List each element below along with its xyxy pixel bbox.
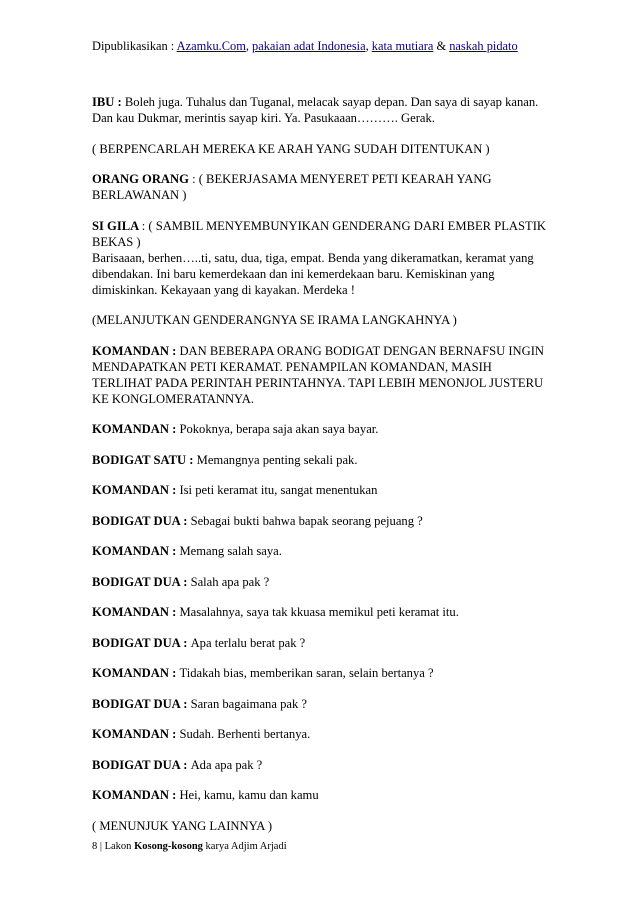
dialogue-text: Tidakah bias, memberikan saran, selain bertanya ? [179,666,434,680]
dialogue-continuation [92,250,552,298]
dialogue-paragraph [92,635,552,651]
stage-direction [92,818,552,834]
dialogue-text: Barisaaan, berhen…..ti, satu, dua, tiga, empat. Benda yang dikeramatkan, keramat yang dibendakan. Ini baru kemerdekaan dan ini kemerdekaan baru. Kemiskinan yang dimiskinkan. Kekayaan yang di kayakan. Merdeka ! [92,250,534,297]
speaker-label: BODIGAT DUA : [92,635,191,650]
speaker-label: KOMANDAN : [92,343,180,358]
dialogue-paragraph [92,482,552,498]
page-footer [92,841,552,852]
dialogue-text: Isi peti keramat itu, sangat menentukan [179,483,378,497]
speaker-label: KOMANDAN : [92,544,180,558]
link-kata-mutiara[interactable]: kata mutiara [371,39,434,53]
dialogue-paragraph [92,171,552,203]
speaker-label: KOMANDAN : [92,727,180,741]
dialogue-paragraph [92,604,552,620]
dialogue-paragraph [92,218,552,250]
speaker-label: BODIGAT SATU : [92,452,197,467]
dialogue-text: Sebagai bukti bahwa bapak seorang pejuang ? [190,513,423,528]
dialogue-text: Sudah. Berhenti bertanya. [179,727,311,741]
dialogue-text: Masalahnya, saya tak kkuasa memikul peti keramat itu. [179,605,459,619]
dialogue-text: Hei, kamu, kamu dan kamu [179,788,319,802]
header-separator: , [365,39,372,53]
speaker-label: BODIGAT DUA : [92,757,191,772]
link-naskah-pidato[interactable]: naskah pidato [449,39,518,53]
dialogue-text: Ada apa pak ? [190,757,263,772]
header-prefix: Dipublikasikan : [92,39,177,53]
speaker-label: KOMANDAN : [92,483,180,497]
speaker-label: KOMANDAN : [92,605,180,619]
dialogue-paragraph [92,726,552,742]
footer-play-title: Kosong-kosong [134,841,203,852]
dialogue-paragraph [92,421,552,437]
footer-page-number: 8 | Lakon [92,841,135,852]
dialogue-paragraph [92,665,552,681]
dialogue-text: Memangnya penting sekali pak. [196,452,358,467]
script-body [92,94,552,848]
dialogue-text: Boleh juga. Tuhalus dan Tuganal, melacak sayap depan. Dan saya di sayap kanan. Dan kau Dukmar, merintis sayap kiri. Ya. Pasukaaan………. Gerak. [92,95,539,125]
dialogue-text: : ( SAMBIL MENYEMBUNYIKAN GENDERANG DARI EMBER PLASTIK BEKAS ) [92,218,546,249]
footer-author: karya Adjim Arjadi [202,841,287,852]
link-pakaian-adat[interactable]: pakaian adat Indonesia [252,39,366,53]
dialogue-paragraph [92,513,552,529]
dialogue-paragraph [92,452,552,468]
speaker-label: BODIGAT DUA : [92,574,191,589]
speaker-label: KOMANDAN : [92,788,180,802]
dialogue-text: Saran bagaimana pak ? [190,696,307,711]
dialogue-paragraph [92,757,552,773]
dialogue-text: Memang salah saya. [179,544,282,558]
dialogue-paragraph [92,94,552,126]
dialogue-text: DAN BEBERAPA ORANG BODIGAT DENGAN BERNAFSU INGIN MENDAPATKAN PETI KERAMAT. PENAMPILAN KOMANDAN, MASIH TERLIHAT PADA PERINTAH PERINTAHNYA. TAPI LEBIH MENONJOL JUSTERU KE KONGLOMERATANNYA. [92,343,544,406]
dialogue-text: Apa terlalu berat pak ? [190,635,306,650]
speaker-label: BODIGAT DUA : [92,513,191,528]
dialogue-paragraph [92,343,552,407]
dialogue-text: Salah apa pak ? [190,574,270,589]
speaker-label: BODIGAT DUA : [92,696,191,711]
speaker-label: IBU : [92,95,125,109]
speaker-label: KOMANDAN : [92,666,180,680]
speaker-label: SI GILA [92,218,142,233]
dialogue-text: ( MENUNJUK YANG LAINNYA ) [92,818,273,833]
stage-direction [92,312,552,328]
page-header [92,39,562,54]
dialogue-text: : ( BEKERJASAMA MENYERET PETI KEARAH YANG BERLAWANAN ) [92,172,492,202]
dialogue-text: Pokoknya, berapa saja akan saya bayar. [179,422,379,436]
speaker-label: ORANG ORANG [92,172,193,186]
dialogue-paragraph [92,543,552,559]
link-azamku[interactable]: Azamku.Com [176,39,246,53]
stage-direction [92,141,552,157]
speaker-label: KOMANDAN : [92,422,180,436]
dialogue-text: (MELANJUTKAN GENDERANGNYA SE IRAMA LANGKAHNYA ) [92,313,457,327]
dialogue-text: ( BERPENCARLAH MEREKA KE ARAH YANG SUDAH DITENTUKAN ) [92,141,490,156]
header-separator: & [433,39,450,53]
dialogue-paragraph [92,696,552,712]
dialogue-paragraph [92,574,552,590]
dialogue-paragraph [92,787,552,803]
header-separator: , [245,39,253,53]
